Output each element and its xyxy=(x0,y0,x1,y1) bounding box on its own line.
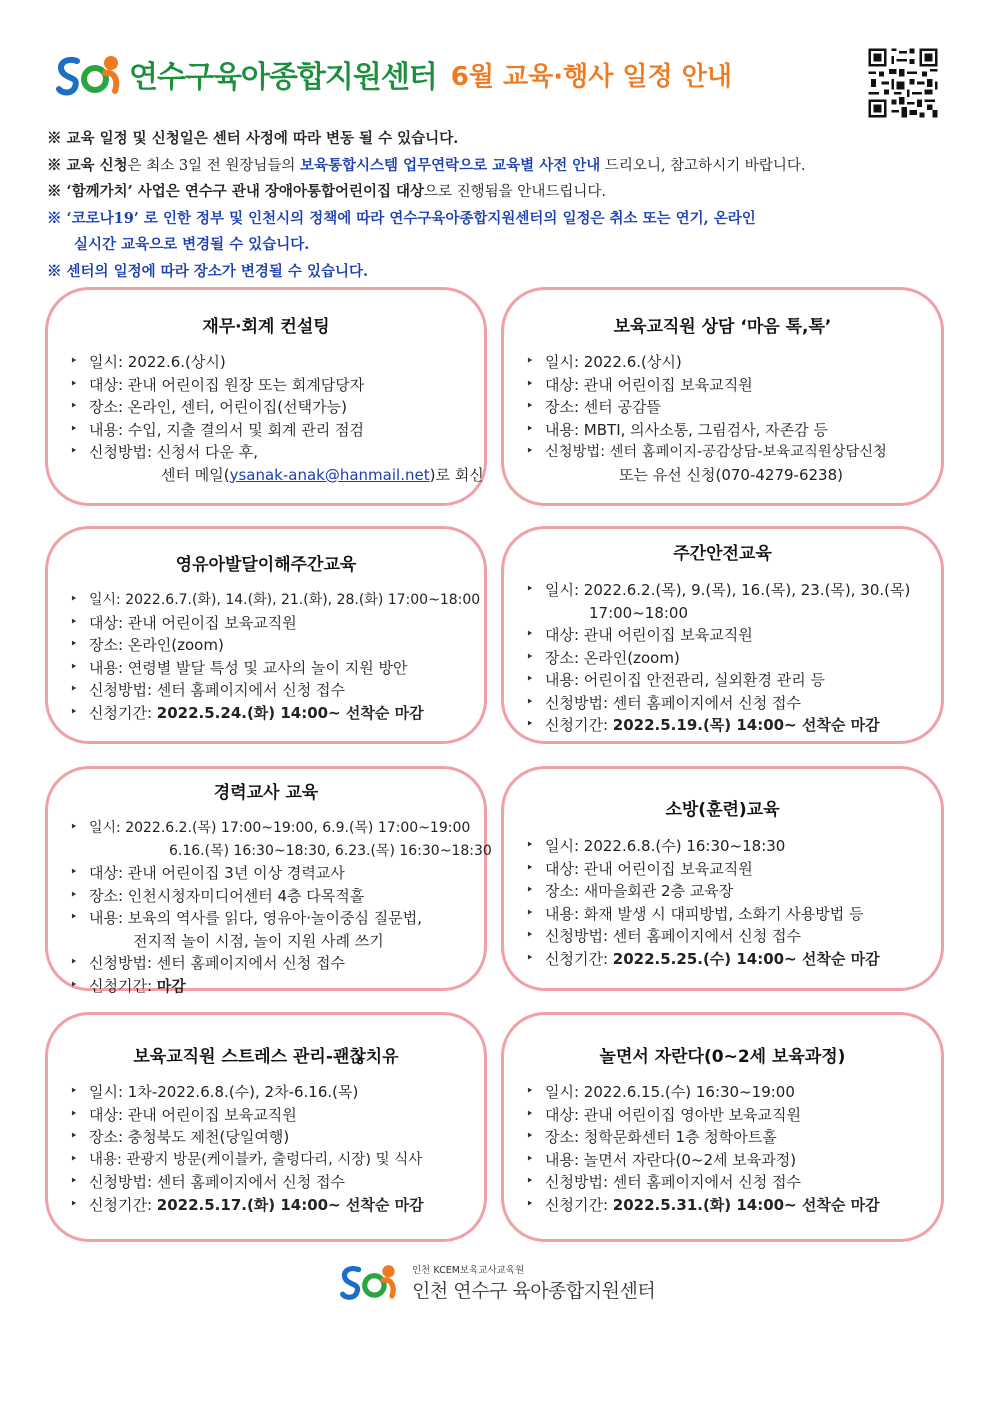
card-staff-counseling xyxy=(501,287,944,506)
footer-logo-icon xyxy=(338,1259,408,1305)
card-title: 보육교직원 상담 ‘마음 톡,톡’ xyxy=(613,317,832,337)
detail-date-cont: 6.16.(목) 16:30~18:30, 6.23.(목) 16:30~18:30 xyxy=(169,842,492,859)
detail-target: ‣ 대상: 관내 어린이집 3년 이상 경력교사 xyxy=(70,862,478,885)
detail-content: ‣ 내용: 관광지 방문(케이블카, 출렁다리, 시장) 및 식사 xyxy=(70,1149,478,1172)
detail-apply: ‣ 신청방법: 센터 홈페이지에서 신청 접수 xyxy=(70,679,478,702)
detail-target: ‣ 대상: 관내 어린이집 보육교직원 xyxy=(526,858,935,881)
detail-place: ‣ 장소: 인천시청자미디어센터 4층 다목적홀 xyxy=(70,885,478,908)
card-fire-training xyxy=(501,766,944,991)
detail-place: ‣ 장소: 청학문화센터 1층 청학아트홀 xyxy=(526,1126,935,1149)
detail-date: ‣ 일시: 2022.6.2.(목) 17:00~19:00, 6.9.(목) 17:00~19:00 xyxy=(70,817,478,840)
detail-apply: ‣ 신청방법: 센터 홈페이지에서 신청 접수 xyxy=(526,1171,935,1194)
card-details xyxy=(70,589,481,724)
card-play-and-grow xyxy=(501,1012,944,1242)
card-details xyxy=(526,835,935,970)
card-details xyxy=(70,817,492,997)
card-title: 주간안전교육 xyxy=(673,544,772,564)
card-title: 소방(훈련)교육 xyxy=(665,800,780,820)
detail-place: ‣ 장소: 온라인, 센터, 어린이집(선택가능) xyxy=(70,396,478,419)
page-footer xyxy=(338,1257,668,1307)
notice-covid-cont: 실시간 교육으로 변경될 수 있습니다. xyxy=(74,236,310,253)
detail-target: ‣ 대상: 관내 어린이집 원장 또는 회계담당자 xyxy=(70,374,478,397)
card-stress-care xyxy=(45,1012,487,1242)
detail-period: ‣ 신청기간: 2022.5.24.(화) 14:00~ 선착순 마감 xyxy=(70,702,478,725)
detail-target: ‣ 대상: 관내 어린이집 보육교직원 xyxy=(70,612,478,635)
card-weekly-safety xyxy=(501,526,944,744)
detail-period: ‣ 신청기간: 2022.5.17.(화) 14:00~ 선착순 마감 xyxy=(70,1194,478,1217)
detail-target: ‣ 대상: 관내 어린이집 보육교직원 xyxy=(70,1104,478,1127)
detail-apply: ‣ 신청방법: 센터 홈페이지에서 신청 접수 xyxy=(526,925,935,948)
card-infant-development xyxy=(45,526,487,744)
detail-date: ‣ 일시: 2022.6.15.(수) 16:30~19:00 xyxy=(526,1081,935,1104)
detail-place: ‣ 장소: 센터 공감뜰 xyxy=(526,396,935,419)
card-title: 재무·회계 컨설팅 xyxy=(202,317,330,337)
detail-apply: ‣ 신청방법: 센터 홈페이지에서 신청 접수 xyxy=(70,952,478,975)
detail-content: ‣ 내용: 어린이집 안전관리, 실외환경 관리 등 xyxy=(526,669,935,692)
detail-content: ‣ 내용: 보육의 역사를 읽다, 영유아·놀이중심 질문법, xyxy=(70,907,478,930)
detail-period: ‣ 신청기간: 마감 xyxy=(70,975,478,998)
detail-apply: ‣ 신청방법: 신청서 다운 후, xyxy=(70,441,478,464)
detail-date: ‣ 일시: 2022.6.8.(수) 16:30~18:30 xyxy=(526,835,935,858)
card-title: 놀면서 자란다(0~2세 보육과정) xyxy=(599,1047,846,1067)
detail-date: ‣ 일시: 1차-2022.6.8.(수), 2차-6.16.(목) xyxy=(70,1081,478,1104)
card-details xyxy=(70,351,484,486)
card-details xyxy=(526,579,935,737)
notice-apply-guide: ※ 교육 신청은 최소 3일 전 원장님들의 보육통합시스템 업무연락으로 교육별 사전 안내 드리오니, 참고하시기 바랍니다. xyxy=(47,156,806,174)
detail-apply-cont: 또는 유선 신청(070-4279-6238) xyxy=(619,465,843,484)
detail-apply: ‣ 신청방법: 센터 홈페이지에서 신청 접수 xyxy=(70,1171,478,1194)
detail-date: ‣ 일시: 2022.6.2.(목), 9.(목), 16.(목), 23.(목), 30.(목) xyxy=(526,579,935,602)
detail-content-cont: 전지적 놀이 시점, 놀이 지원 사례 쓰기 xyxy=(133,931,384,950)
detail-period: ‣ 신청기간: 2022.5.25.(수) 14:00~ 선착순 마감 xyxy=(526,948,935,971)
detail-place: ‣ 장소: 충청북도 제천(당일여행) xyxy=(70,1126,478,1149)
notice-place-change: ※ 센터의 일정에 따라 장소가 변경될 수 있습니다. xyxy=(47,262,369,280)
detail-content: ‣ 내용: 연령별 발달 특성 및 교사의 놀이 지원 방안 xyxy=(70,657,478,680)
detail-apply-cont: 센터 메일(ysanak-anak@hanmail.net)로 회신 xyxy=(161,465,484,484)
card-experienced-teacher xyxy=(45,766,492,995)
detail-apply: ‣ 신청방법: 센터 홈페이지에서 신청 접수 xyxy=(526,692,935,715)
detail-period: ‣ 신청기간: 2022.5.31.(화) 14:00~ 선착순 마감 xyxy=(526,1194,935,1217)
card-details xyxy=(70,1081,478,1216)
detail-date: ‣ 일시: 2022.6.(상시) xyxy=(70,351,478,374)
detail-apply: ‣ 신청방법: 센터 홈페이지-공감상담-보육교직원상담신청 xyxy=(526,441,935,464)
detail-content: ‣ 내용: 수입, 지출 결의서 및 회계 관리 점검 xyxy=(70,419,478,442)
detail-date: ‣ 일시: 2022.6.(상시) xyxy=(526,351,935,374)
notice-list xyxy=(47,126,957,285)
detail-place: ‣ 장소: 온라인(zoom) xyxy=(70,634,478,657)
notice-together-project: ※ ‘함께가치’ 사업은 연수구 관내 장애아통합어린이집 대상으로 진행됨을 안내드립니다. xyxy=(47,183,606,200)
footer-text xyxy=(412,1262,655,1303)
detail-period: ‣ 신청기간: 2022.5.19.(목) 14:00~ 선착순 마감 xyxy=(526,714,935,737)
footer-org-line1: 인천 KCEM보육교사교육원 xyxy=(412,1264,525,1276)
footer-org-line2: 인천 연수구 육아종합지원센터 xyxy=(412,1279,656,1302)
email-link[interactable]: ysanak-anak@hanmail.net xyxy=(229,465,430,484)
center-logo-icon xyxy=(55,49,125,99)
qr-code-icon[interactable] xyxy=(866,46,940,120)
detail-content: ‣ 내용: 놀면서 자란다(0~2세 보육과정) xyxy=(526,1149,935,1172)
detail-place: ‣ 장소: 새마을회관 2층 교육장 xyxy=(526,880,935,903)
detail-date: ‣ 일시: 2022.6.7.(화), 14.(화), 21.(화), 28.(화) 17:00~18:00 xyxy=(70,589,478,612)
card-title: 보육교직원 스트레스 관리-괜찮치유 xyxy=(133,1047,399,1067)
detail-target: ‣ 대상: 관내 어린이집 보육교직원 xyxy=(526,624,935,647)
page-header xyxy=(55,44,855,104)
center-title: 연수구육아종합지원센터 xyxy=(129,60,437,95)
schedule-title: 6월 교육·행사 일정 안내 xyxy=(450,61,732,92)
notice-covid: ※ ‘코로나19’ 로 인한 정부 및 인천시의 정책에 따라 연수구육아종합지원센터의 일정은 취소 또는 연기, 온라인 xyxy=(47,209,756,227)
card-finance-consulting xyxy=(45,287,487,506)
notice-schedule-change: ※ 교육 일정 및 신청일은 센터 사정에 따라 변동 될 수 있습니다. xyxy=(47,130,459,147)
detail-content: ‣ 내용: MBTI, 의사소통, 그림검사, 자존감 등 xyxy=(526,419,935,442)
card-title: 경력교사 교육 xyxy=(213,783,319,803)
detail-target: ‣ 대상: 관내 어린이집 영아반 보육교직원 xyxy=(526,1104,935,1127)
card-title: 영유아발달이해주간교육 xyxy=(175,555,357,575)
detail-content: ‣ 내용: 화재 발생 시 대피방법, 소화기 사용방법 등 xyxy=(526,903,935,926)
card-details xyxy=(526,1081,935,1216)
card-details xyxy=(526,351,935,486)
detail-place: ‣ 장소: 온라인(zoom) xyxy=(526,647,935,670)
detail-target: ‣ 대상: 관내 어린이집 보육교직원 xyxy=(526,374,935,397)
detail-date-cont: 17:00~18:00 xyxy=(589,603,689,622)
